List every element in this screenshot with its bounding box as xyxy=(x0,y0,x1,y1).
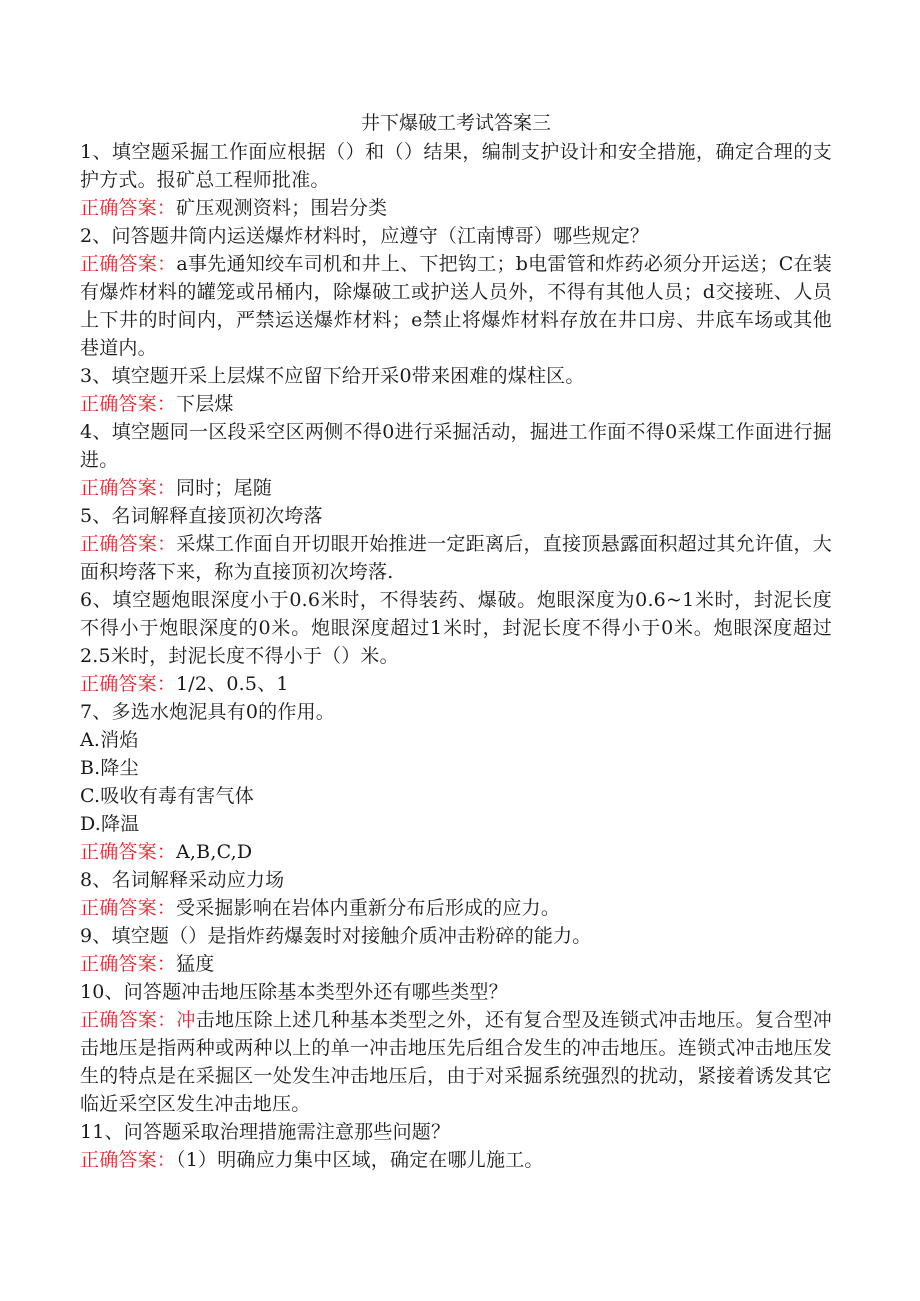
answer-4 xyxy=(80,474,832,502)
question-8: 8、名词解释采动应力场 xyxy=(80,869,285,891)
answer-label: 正确答案： xyxy=(80,1009,177,1031)
question-6: 6、填空题炮眼深度小于0.6米时，不得装药、爆破。炮眼深度为0.6~1米时，封泥长度不得小于炮眼深度的0米。炮眼深度超过1米时，封泥长度不得小于0米。炮眼深度超过2.5米时，封泥长度不得小于（）米。 xyxy=(80,589,832,667)
answer-label: 正确答案： xyxy=(80,197,177,219)
answer-10 xyxy=(80,1006,832,1118)
page-title: 井下爆破工考试答案三 xyxy=(360,112,551,134)
answer-text: （1）明确应力集中区域，确定在哪儿施工。 xyxy=(176,1149,544,1171)
answer-label: 正确答案： xyxy=(80,953,177,975)
answer-label: 正确答案： xyxy=(80,1149,177,1171)
answer-label: 正确答案： xyxy=(80,673,177,695)
answer-label: 正确答案： xyxy=(80,253,177,275)
answer-text: 下层煤 xyxy=(176,393,234,415)
answer-3 xyxy=(80,390,832,418)
question-2: 2、问答题井筒内运送爆炸材料时，应遵守（江南博哥）哪些规定？ xyxy=(80,225,650,247)
answer-text: 采煤工作面自开切眼开始推进一定距离后，直接顶悬露面积超过其允许值，大面积垮落下来，称为直接顶初次垮落. xyxy=(80,533,832,583)
answer-label: 正确答案： xyxy=(80,533,177,555)
answer-1 xyxy=(80,194,832,222)
answer-text: 同时；尾随 xyxy=(176,477,273,499)
answer-label: 正确答案： xyxy=(80,897,177,919)
question-10: 10、问答题冲击地压除基本类型外还有哪些类型？ xyxy=(80,981,508,1003)
answer-6 xyxy=(80,670,832,698)
answer-text: 猛度 xyxy=(176,953,215,975)
answer-label: 正确答案： xyxy=(80,841,177,863)
answer-text: 受采掘影响在岩体内重新分布后形成的应力。 xyxy=(176,897,561,919)
answer-11 xyxy=(80,1146,832,1174)
answer-label: 正确答案： xyxy=(80,477,177,499)
question-9: 9、填空题（）是指炸药爆轰时对接触介质冲击粉碎的能力。 xyxy=(80,925,592,947)
answer-text: a事先通知绞车司机和井上、下把钩工；b电雷管和炸药必须分开运送；C在装有爆炸材料的罐笼或吊桶内，除爆破工或护送人员外，不得有其他人员；d交接班、人员上下井的时间内，严禁运送爆炸材料；e禁止将爆炸材料存放在井口房、井底车场或其他巷道内。 xyxy=(80,253,832,359)
question-3: 3、填空题开采上层煤不应留下给开采0带来困难的煤柱区。 xyxy=(80,365,585,387)
document-page xyxy=(80,108,832,1174)
option-d: D.降温 xyxy=(80,813,140,835)
answer-text: 矿压观测资料；围岩分类 xyxy=(176,197,388,219)
option-a: A.消焰 xyxy=(80,729,139,751)
option-b: B.降尘 xyxy=(80,757,139,779)
question-11: 11、问答题采取治理措施需注意那些问题？ xyxy=(80,1121,451,1143)
question-5: 5、名词解释直接顶初次垮落 xyxy=(80,505,323,527)
question-1: 1、填空题采掘工作面应根据（）和（）结果，编制支护设计和安全措施，确定合理的支护方式。报矿总工程师批准。 xyxy=(80,141,832,191)
answer-text: A,B,C,D xyxy=(176,841,253,863)
question-4: 4、填空题同一区段采空区两侧不得0进行采掘活动，掘进工作面不得0采煤工作面进行掘进。 xyxy=(80,421,832,471)
answer-head: 冲 xyxy=(176,1009,196,1031)
answer-5 xyxy=(80,530,832,586)
question-7: 7、多选水炮泥具有0的作用。 xyxy=(80,701,335,723)
answer-2 xyxy=(80,250,832,362)
answer-8 xyxy=(80,894,832,922)
option-c: C.吸收有毒有害气体 xyxy=(80,785,254,807)
answer-text: 1/2、0.5、1 xyxy=(176,673,289,695)
answer-label: 正确答案： xyxy=(80,393,177,415)
answer-7 xyxy=(80,838,832,866)
answer-text: 击地压除上述几种基本类型之外，还有复合型及连锁式冲击地压。复合型冲击地压是指两种或两种以上的单一冲击地压先后组合发生的冲击地压。连锁式冲击地压发生的特点是在采掘区一处发生冲击地压后，由于对采掘系统强烈的扰动，紧接着诱发其它临近采空区发生冲击地压。 xyxy=(80,1009,832,1115)
answer-9 xyxy=(80,950,832,978)
